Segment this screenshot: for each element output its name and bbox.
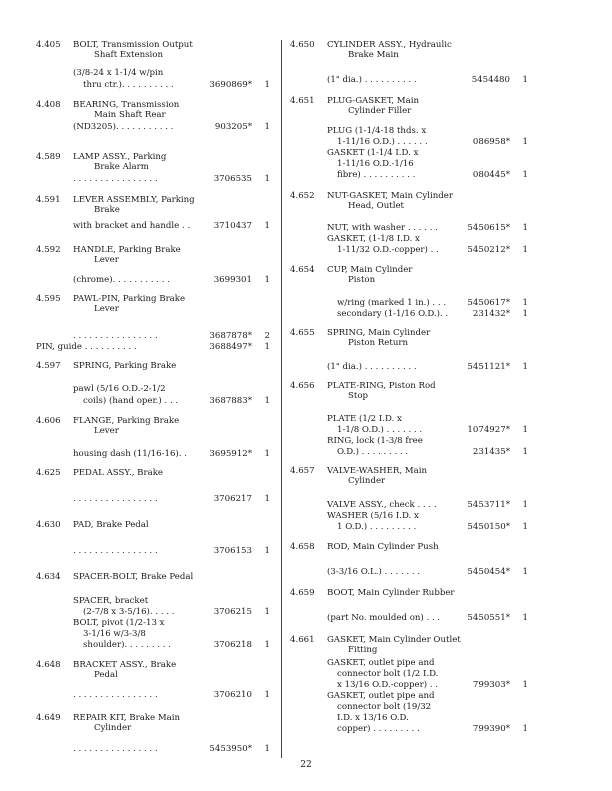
part-description: (1" dia.) . . . . . . . . . . [327,75,417,85]
item-number: 4.630 [36,520,61,530]
part-number: 3695912* [209,449,252,459]
quantity: 1 [264,449,270,459]
part-description: (2-7/8 x 3-5/16). . . . . [83,607,175,617]
part-description: GASKET, outlet pipe and [327,691,435,701]
quantity: 1 [522,309,528,319]
part-number: 1074927* [467,425,510,435]
catalog-entry-4-592 [36,245,270,285]
quantity: 1 [522,245,528,255]
part-number: 3706210 [213,690,252,700]
part-description: (3/8-24 x 1-1/4 w/pin [73,68,164,78]
catalog-entry-4-650 [290,40,528,85]
item-number: 4.589 [36,152,61,162]
part-line [73,331,270,342]
item-title [73,361,270,371]
item-title-line: BRACKET ASSY., Brake [73,660,177,670]
item-title [73,40,270,60]
quantity: 1 [264,275,270,285]
quantity: 1 [264,640,270,650]
catalog-entry-4-591 [36,195,270,231]
part-number: 231435* [472,447,510,457]
item-title-line: Piston [348,275,376,286]
part-number: 799303* [472,680,510,690]
quantity: 1 [522,425,528,435]
part-line [327,223,528,234]
item-title-line: BEARING, Transmission [73,100,180,110]
part-line [327,522,528,533]
quantity: 1 [522,170,528,180]
part-number: 3706215 [213,607,252,617]
part-description: PIN, guide . . . . . . . . . . [36,342,137,352]
quantity: 1 [264,744,270,754]
item-title-line: PLUG-GASKET, Main [327,96,419,106]
part-line [327,298,528,309]
part-line [327,669,528,680]
part-number: 086958* [472,137,510,147]
part-number: 5451121* [467,362,510,372]
catalog-entry-4-656 [290,381,528,457]
part-line [73,607,270,618]
part-description: BOLT, pivot (1/2-13 x [73,618,165,628]
catalog-entry-4-652 [290,191,528,255]
item-title-line: Stop [348,391,369,402]
part-description: I.D. x 13/16 O.D. [337,713,409,723]
catalog-entry-4-651 [290,96,528,180]
part-description: (ND3205). . . . . . . . . . . [73,122,174,132]
part-description: 1-11/16 O.D.-1/16 [337,159,414,169]
part-number: 3688497* [209,342,252,352]
quantity: 1 [264,607,270,617]
part-description: . . . . . . . . . . . . . . . . [73,690,158,700]
part-line [73,80,270,91]
item-title [73,416,270,436]
part-line [73,449,270,460]
catalog-entry-4-625 [36,468,270,504]
quantity: 1 [264,690,270,700]
part-description: PLUG (1-1/4-18 thds. x [327,126,427,136]
item-number: 4.405 [36,40,61,50]
part-description: x 13/16 O.D.-copper) . . [337,680,439,690]
catalog-entry-4-661 [290,635,528,734]
part-line [73,221,270,232]
item-title [73,520,270,530]
quantity: 1 [522,137,528,147]
part-line [327,159,528,170]
catalog-entry-4-658 [290,542,528,577]
item-title-line: VALVE-WASHER, Main [327,466,427,476]
quantity: 1 [522,447,528,457]
part-description: connector bolt (19/32 [337,702,432,712]
part-description: SPACER, bracket [73,596,149,606]
item-number: 4.654 [290,265,315,275]
part-description: RING, lock (1-3/8 free [327,436,423,446]
part-line [73,744,270,755]
column-divider [281,40,282,758]
part-line [73,122,270,133]
part-line [36,342,270,353]
catalog-entry-4-597 [36,361,270,406]
quantity: 1 [522,75,528,85]
quantity: 1 [264,494,270,504]
item-title [73,195,270,215]
item-title-line: Brake Main [348,50,399,61]
part-line [327,658,528,669]
item-title-line: Cylinder [348,476,386,487]
part-number: 3687878* [209,331,252,341]
item-number: 4.657 [290,466,315,476]
quantity: 1 [522,724,528,734]
item-number: 4.634 [36,572,61,582]
part-line [73,629,270,640]
part-number: 903205* [214,122,252,132]
item-title-line: NUT-GASKET, Main Cylinder [327,191,453,201]
item-title-line: LEVER ASSEMBLY, Parking [73,195,195,205]
item-number: 4.652 [290,191,315,201]
item-title [327,265,528,285]
item-number: 4.655 [290,328,315,338]
item-title [327,191,528,211]
item-title-line: HANDLE, Parking Brake [73,245,181,255]
item-number: 4.648 [36,660,61,670]
item-number: 4.408 [36,100,61,110]
catalog-entry-4-606 [36,416,270,459]
part-number: 3687883* [209,396,252,406]
quantity: 1 [522,522,528,532]
part-line [327,425,528,436]
item-title-line: Fitting [348,645,378,656]
item-title-line: PLATE-RING, Piston Rod [327,381,436,391]
item-title-line: Piston Return [348,338,409,349]
part-number: 5450615* [467,223,510,233]
item-title-line: ROD, Main Cylinder Push [327,542,439,552]
item-title-line: Main Shaft Rear [94,110,166,121]
catalog-entry-4-634 [36,572,270,650]
part-line [327,511,528,522]
item-number: 4.597 [36,361,61,371]
item-title [73,100,270,120]
item-title-line: SPRING, Parking Brake [73,361,177,371]
part-number: 5453711* [467,500,510,510]
part-description: (part No. moulded on) . . . [327,613,441,623]
item-title-line: Brake Alarm [94,162,149,173]
part-description: . . . . . . . . . . . . . . . . [73,174,158,184]
quantity: 1 [522,223,528,233]
part-description: (chrome). . . . . . . . . . . [73,275,170,285]
item-title-line: Lever [94,255,119,266]
part-line [73,384,270,395]
item-title-line: PEDAL ASSY., Brake [73,468,164,478]
part-description: secondary (1-1/16 O.D.). . [337,309,449,319]
part-description: shoulder). . . . . . . . . [83,640,171,650]
part-description: . . . . . . . . . . . . . . . . [73,331,158,341]
item-title-line: Brake [94,205,120,216]
catalog-entry-4-630 [36,520,270,556]
quantity: 1 [264,122,270,132]
item-title-line: GASKET, Main Cylinder Outlet [327,635,461,645]
item-number: 4.591 [36,195,61,205]
item-title [327,542,528,552]
part-line [73,174,270,185]
part-line [73,618,270,629]
part-description: with bracket and handle . . [73,221,191,231]
part-description: NUT, with washer . . . . . . [327,223,438,233]
part-line [327,234,528,245]
part-description: . . . . . . . . . . . . . . . . [73,744,158,754]
quantity: 1 [264,221,270,231]
part-description: 1-11/16 O.D.) . . . . . . [337,137,428,147]
part-description: housing dash (11/16-16). . [73,449,187,459]
part-line [327,691,528,702]
catalog-entry-4-654 [290,265,528,319]
part-number: 5450551* [467,613,510,623]
part-number: 5450454* [467,567,510,577]
part-line [73,275,270,286]
part-description: thru ctr.). . . . . . . . . . [83,80,174,90]
part-line [327,148,528,159]
quantity: 1 [522,500,528,510]
item-number: 4.658 [290,542,315,552]
part-description: PLATE (1/2 I.D. x [327,414,402,424]
part-number: 3706535 [213,174,252,184]
item-number: 4.606 [36,416,61,426]
part-number: 5450212* [467,245,510,255]
quantity: 1 [522,613,528,623]
quantity: 1 [522,680,528,690]
item-number: 4.595 [36,294,61,304]
catalog-entry-4-405 [36,40,270,90]
item-number: 4.661 [290,635,315,645]
part-line [73,640,270,651]
part-number: 5454480 [471,75,510,85]
quantity: 1 [264,546,270,556]
item-title-line: BOLT, Transmission Output [73,40,193,50]
item-title-line: CYLINDER ASSY., Hydraulic [327,40,452,50]
part-line [327,713,528,724]
part-line [327,170,528,181]
part-description: 1 O.D.) . . . . . . . . . [337,522,417,532]
item-title-line: PAWL-PIN, Parking Brake [73,294,186,304]
part-line [327,702,528,713]
part-description: (3-3/16 O.L.) . . . . . . . [327,567,421,577]
catalog-entry-4-649 [36,713,270,754]
catalog-entry-4-589 [36,152,270,184]
part-number: 3706218 [213,640,252,650]
catalog-entry-4-595 [36,294,270,352]
part-line [327,362,528,373]
item-number: 4.592 [36,245,61,255]
part-description: connector bolt (1/2 I.D. [337,669,439,679]
part-line [73,546,270,557]
quantity: 1 [264,80,270,90]
item-number: 4.656 [290,381,315,391]
part-description: copper) . . . . . . . . . [337,724,420,734]
part-description: VALVE ASSY., check . . . . [327,500,437,510]
item-title-line: SPRING, Main Cylinder [327,328,431,338]
item-title [73,152,270,172]
catalog-entry-4-657 [290,466,528,532]
catalog-entry-4-408 [36,100,270,132]
quantity: 1 [264,342,270,352]
item-number: 4.625 [36,468,61,478]
item-title [327,328,528,348]
part-description: . . . . . . . . . . . . . . . . [73,494,158,504]
part-number: 3706153 [213,546,252,556]
item-title [327,466,528,486]
item-title [73,468,270,478]
part-description: WASHER (5/16 I.D. x [327,511,419,521]
part-number: 3706217 [213,494,252,504]
item-title-line: PAD, Brake Pedal [73,520,149,530]
part-description: coils) (hand oper.) . . . [83,396,179,406]
part-line [73,68,270,79]
item-title-line: LAMP ASSY., Parking [73,152,167,162]
part-number: 080445* [472,170,510,180]
item-title-line: Lever [94,304,119,315]
part-number: 799390* [472,724,510,734]
quantity: 1 [522,567,528,577]
item-title-line: Cylinder Filler [348,106,412,117]
item-title-line: Shaft Extension [94,50,163,61]
item-title [327,588,528,598]
part-description: 1-1/8 O.D.) . . . . . . . [337,425,423,435]
part-line [73,396,270,407]
part-line [327,724,528,735]
part-description: w/ring (marked 1 in.) . . . [337,298,447,308]
part-line [327,613,528,624]
part-description: O.D.) . . . . . . . . . [337,447,409,457]
item-title [73,245,270,265]
part-line [73,690,270,701]
page-number: 22 [300,760,312,770]
item-title [327,40,528,60]
part-line [327,137,528,148]
item-title-line: REPAIR KIT, Brake Main [73,713,181,723]
item-title-line: Head, Outlet [348,201,404,212]
catalog-entry-4-648 [36,660,270,700]
part-line [327,500,528,511]
item-number: 4.651 [290,96,315,106]
part-line [327,309,528,320]
catalog-entry-4-655 [290,328,528,372]
item-title-line: SPACER-BOLT, Brake Pedal [73,572,194,582]
part-description: 3-1/16 w/3-3/8 [83,629,146,639]
part-line [73,494,270,505]
part-line [327,680,528,691]
part-line [327,245,528,256]
item-number: 4.649 [36,713,61,723]
part-description: GASKET (1-1/4 I.D. x [327,148,419,158]
item-title [73,572,270,582]
quantity: 2 [264,331,270,341]
item-title-line: Cylinder [94,723,132,734]
part-line [327,567,528,578]
part-line [73,596,270,607]
item-title-line: CUP, Main Cylinder [327,265,413,275]
part-description: fibre) . . . . . . . . . . [337,170,416,180]
quantity: 1 [522,362,528,372]
item-number: 4.659 [290,588,315,598]
item-title [327,381,528,401]
part-number: 5450150* [467,522,510,532]
part-line [327,436,528,447]
item-title [73,713,270,733]
item-number: 4.650 [290,40,315,50]
part-line [327,447,528,458]
part-description: GASKET, outlet pipe and [327,658,435,668]
part-number: 3710437 [213,221,252,231]
part-line [327,75,528,86]
part-description: 1-11/32 O.D.-copper) . . [337,245,439,255]
part-description: . . . . . . . . . . . . . . . . [73,546,158,556]
part-description: (1" dia.) . . . . . . . . . . [327,362,417,372]
catalog-entry-4-659 [290,588,528,623]
part-description: pawl (5/16 O.D.-2-1/2 [73,384,166,394]
quantity: 1 [264,396,270,406]
item-title [327,635,528,655]
part-description: GASKET, (1-1/8 I.D. x [327,234,420,244]
part-number: 3690869* [209,80,252,90]
part-line [327,414,528,425]
part-line [327,126,528,137]
part-number: 5453950* [209,744,252,754]
item-title [73,294,270,314]
item-title-line: FLANGE, Parking Brake [73,416,180,426]
item-title [73,660,270,680]
item-title [327,96,528,116]
item-title-line: BOOT, Main Cylinder Rubber [327,588,455,598]
quantity: 1 [522,298,528,308]
quantity: 1 [264,174,270,184]
part-number: 3699301 [213,275,252,285]
part-number: 5450617* [467,298,510,308]
part-number: 231432* [472,309,510,319]
item-title-line: Lever [94,426,119,437]
item-title-line: Pedal [94,670,118,681]
